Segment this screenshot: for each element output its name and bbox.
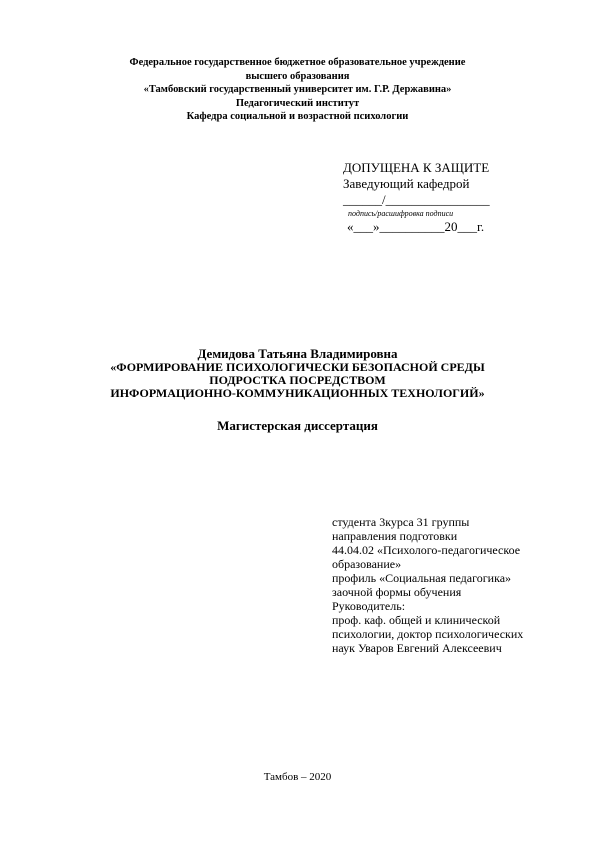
- topic-line: ПОДРОСТКА ПОСРЕДСТВОМ: [209, 373, 386, 387]
- signature-line: ______/________________: [343, 192, 490, 207]
- student-line: 44.04.02 «Психолого-педагогическое: [332, 543, 521, 557]
- approval-date-line: «___»__________20___г.: [347, 219, 485, 234]
- city-year: Тамбов – 2020: [263, 771, 332, 783]
- supervisor-line: проф. каф. общей и клинической: [332, 613, 501, 627]
- student-line: направления подготовки: [332, 529, 458, 543]
- supervisor-line: наук Уваров Евгений Алексеевич: [332, 641, 502, 655]
- header-line-university: «Тамбовский государственный университет им. Г.Р. Державина»: [143, 84, 452, 95]
- signature-caption: подпись/расшифровка подписи: [348, 209, 454, 218]
- thesis-topic: [0, 361, 595, 400]
- student-line: студента 3курса 31 группы: [332, 515, 470, 529]
- header-line-department: Кафедра социальной и возрастной психологии: [186, 111, 409, 122]
- approval-title: ДОПУЩЕНА К ЗАЩИТЕ: [343, 160, 490, 175]
- approval-position: Заведующий кафедрой: [343, 176, 470, 191]
- header-line-level: высшего образования: [245, 70, 350, 82]
- header-line-institute: Педагогический институт: [235, 97, 360, 109]
- thesis-title-block: [0, 346, 595, 400]
- topic-line: ИНФОРМАЦИОННО-КОММУНИКАЦИОННЫХ ТЕХНОЛОГИЙ»: [110, 386, 485, 400]
- author-name: Демидова Татьяна Владимировна: [197, 346, 398, 361]
- supervisor-line: психологии, доктор психологических: [332, 627, 524, 641]
- student-line: образование»: [332, 557, 402, 571]
- header-line-ministry: Федеральное государственное бюджетное образовательное учреждение: [129, 57, 466, 68]
- work-type: Магистерская диссертация: [217, 418, 378, 433]
- institution-header: [0, 56, 595, 124]
- student-line: заочной формы обучения: [332, 585, 462, 599]
- student-line: профиль «Социальная педагогика»: [332, 571, 512, 585]
- topic-line: «ФОРМИРОВАНИЕ ПСИХОЛОГИЧЕСКИ БЕЗОПАСНОЙ СРЕДЫ: [110, 360, 485, 374]
- supervisor-label: Руководитель:: [332, 599, 406, 613]
- student-info-block: [332, 515, 562, 655]
- approval-block: [343, 160, 543, 235]
